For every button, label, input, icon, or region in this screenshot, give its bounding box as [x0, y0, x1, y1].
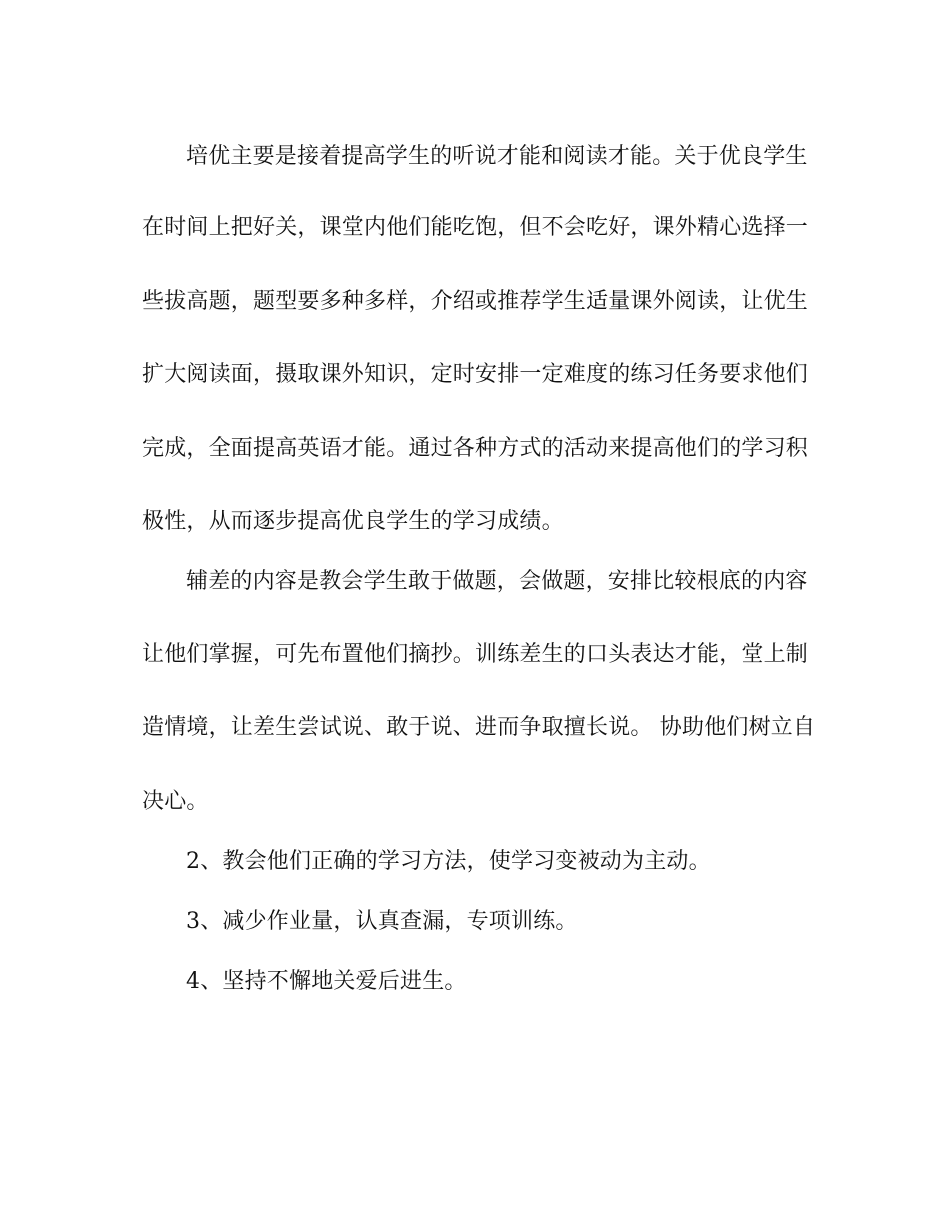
paragraph-1-line-5: 完成，全面提高英语才能。通过各种方式的活动来提高他们的学习积	[142, 436, 809, 461]
paragraph-1-line-2: 在时间上把好关，课堂内他们能吃饱，但不会吃好，课外精心选择一	[142, 215, 809, 240]
paragraph-2-line-3: 造情境，让差生尝试说、敢于说、进而争取擅长说。 协助他们树立自	[142, 715, 816, 740]
list-item-4: 4、坚持不懈地关爱后进生。	[186, 969, 467, 994]
paragraph-1-line-1: 培优主要是接着提高学生的听说才能和阅读才能。关于优良学生	[186, 144, 808, 169]
list-item-2: 2、教会他们正确的学习方法，使学习变被动为主动。	[186, 849, 711, 874]
paragraph-2-line-4: 决心。	[142, 789, 209, 814]
paragraph-1-line-3: 些拔高题，题型要多种多样，介绍或推荐学生适量课外阅读，让优生	[142, 289, 809, 314]
paragraph-2-line-2: 让他们掌握，可先布置他们摘抄。训练差生的口头表达才能，堂上制	[142, 642, 809, 667]
list-item-3: 3、减少作业量，认真查漏，专项训练。	[186, 909, 578, 934]
paragraph-1-line-6: 极性，从而逐步提高优良学生的学习成绩。	[142, 509, 564, 534]
paragraph-2-line-1: 辅差的内容是教会学生敢于做题，会做题，安排比较根底的内容	[186, 569, 808, 594]
paragraph-1-line-4: 扩大阅读面，摄取课外知识，定时安排一定难度的练习任务要求他们	[142, 362, 809, 387]
